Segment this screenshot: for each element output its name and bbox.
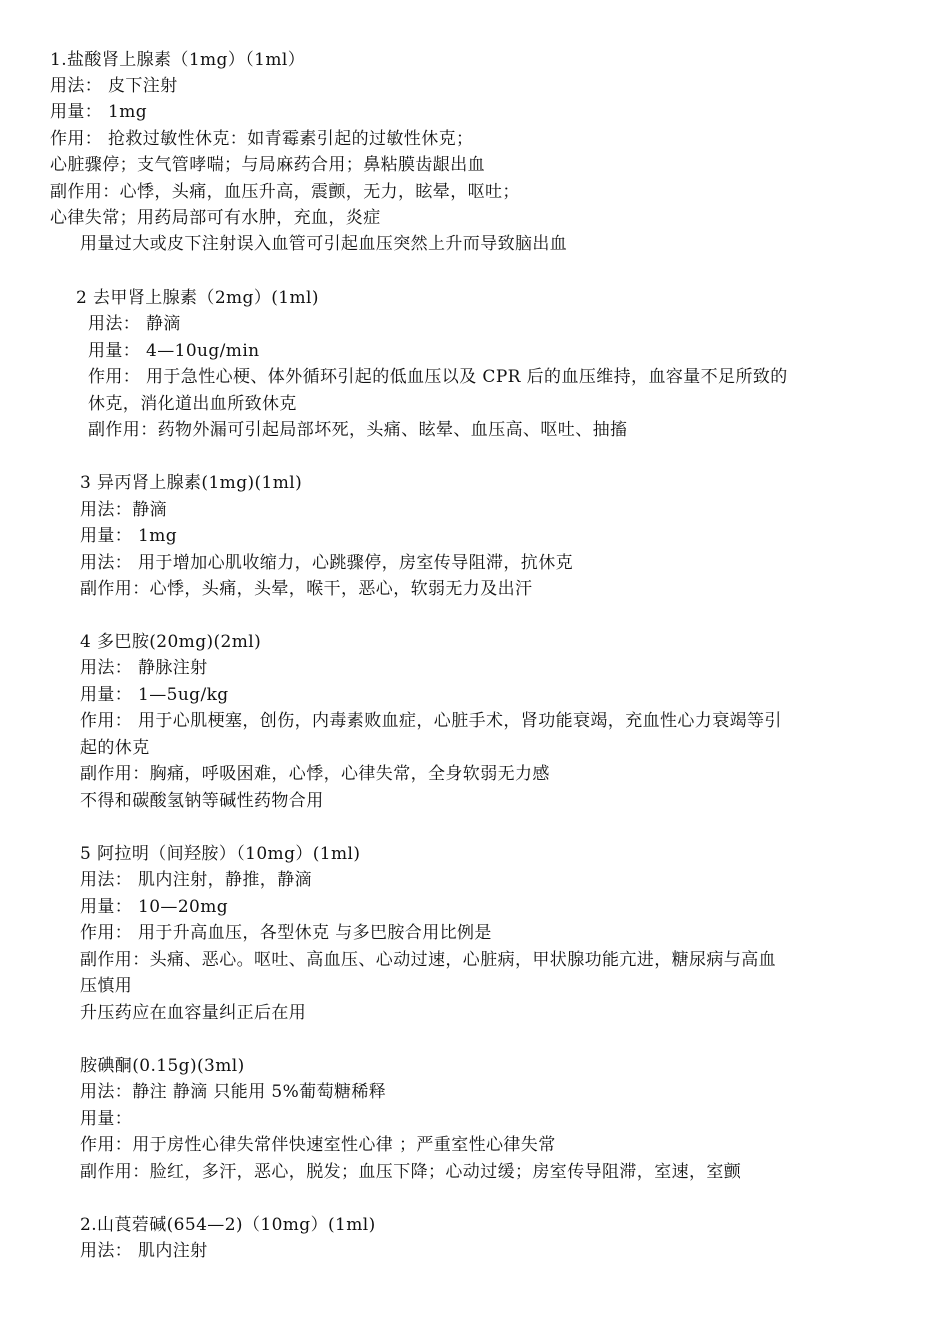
drug-7-usage: 用法： 肌内注射 xyxy=(80,1241,208,1261)
drug-4-title: 4 多巴胺(20mg)(2ml) xyxy=(80,632,262,652)
drug-4-effect-cont: 起的休克 xyxy=(80,738,150,758)
drug-1-title: 1.盐酸肾上腺素（1mg）（1ml） xyxy=(50,50,306,70)
drug-6-effect: 作用：用于房性心律失常伴快速室性心律 ；严重室性心律失常 xyxy=(80,1135,556,1155)
drug-1-effect: 作用： 抢救过敏性休克：如青霉素引起的过敏性休克； xyxy=(50,129,474,149)
drug-1-side-effects: 副作用：心悸，头痛，血压升高，震颤，无力，眩晕，呕吐； xyxy=(50,182,520,202)
drug-2-title: 2 去甲肾上腺素（2mg）(1ml) xyxy=(76,288,319,308)
drug-3-side-effects: 副作用：心悸，头痛，头晕，喉干，恶心，软弱无力及出汗 xyxy=(80,579,533,599)
drug-3-title: 3 异丙肾上腺素(1mg)(1ml) xyxy=(80,473,303,493)
drug-5-usage: 用法： 肌内注射，静推，静滴 xyxy=(80,870,313,890)
drug-1-effect-cont: 心脏骤停；支气管哮喘；与局麻药合用；鼻粘膜齿龈出血 xyxy=(50,155,485,175)
drug-4-effect: 作用： 用于心肌梗塞，创伤，内毒素败血症，心脏手术，肾功能衰竭，充血性心力衰竭等引 xyxy=(80,711,782,731)
drug-2-side-effects: 副作用：药物外漏可引起局部坏死，头痛、眩晕、血压高、呕吐、抽搐 xyxy=(88,420,628,440)
drug-5-note: 升压药应在血容量纠正后在用 xyxy=(80,1003,307,1023)
drug-2-effect: 作用： 用于急性心梗、体外循环引起的低血压以及 CPR 后的血压维持，血容量不足所致的 xyxy=(88,367,788,387)
drug-5-side-effects: 副作用：头痛、恶心。呕吐、高血压、心动过速，心脏病，甲状腺功能亢进，糖尿病与高血 xyxy=(80,950,776,970)
drug-1-side-effects-cont: 心律失常；用药局部可有水肿，充血，炎症 xyxy=(50,208,381,228)
drug-5-effect: 作用： 用于升高血压，各型休克 与多巴胺合用比例是 xyxy=(80,923,492,943)
drug-3-usage: 用法：静滴 xyxy=(80,500,167,520)
drug-6-title: 胺碘酮(0.15g)(3ml) xyxy=(80,1056,245,1076)
drug-2-usage: 用法： 静滴 xyxy=(88,314,181,334)
drug-6-side-effects: 副作用：脸红，多汗，恶心，脱发；血压下降；心动过缓；房室传导阻滞，室速，室颤 xyxy=(80,1162,742,1182)
drug-3-dosage: 用量： 1mg xyxy=(80,526,178,546)
drug-4-contraindication: 不得和碳酸氢钠等碱性药物合用 xyxy=(80,791,324,811)
drug-5-dosage: 用量： 10—20mg xyxy=(80,897,229,917)
drug-1-warning: 用量过大或皮下注射误入血管可引起血压突然上升而导致脑出血 xyxy=(80,234,568,254)
drug-4-side-effects: 副作用：胸痛，呼吸困难，心悸，心律失常，全身软弱无力感 xyxy=(80,764,550,784)
drug-5-title: 5 阿拉明（间羟胺）（10mg）(1ml) xyxy=(80,844,361,864)
drug-4-dosage: 用量： 1—5ug/kg xyxy=(80,685,229,705)
drug-1-dosage: 用量： 1mg xyxy=(50,102,148,122)
drug-2-effect-cont: 休克，消化道出血所致休克 xyxy=(88,394,297,414)
drug-5-side-effects-cont: 压慎用 xyxy=(80,976,133,996)
drug-1-usage: 用法： 皮下注射 xyxy=(50,76,178,96)
drug-2-dosage: 用量： 4—10ug/min xyxy=(88,341,260,361)
drug-3-effect: 用法： 用于增加心肌收缩力，心跳骤停，房室传导阻滞，抗休克 xyxy=(80,553,574,573)
drug-6-usage: 用法：静注 静滴 只能用 5%葡萄糖稀释 xyxy=(80,1082,387,1102)
drug-4-usage: 用法： 静脉注射 xyxy=(80,658,208,678)
drug-7-title: 2.山莨菪碱(654—2)（10mg）(1ml) xyxy=(80,1215,376,1235)
drug-6-dosage: 用量： xyxy=(80,1109,133,1129)
